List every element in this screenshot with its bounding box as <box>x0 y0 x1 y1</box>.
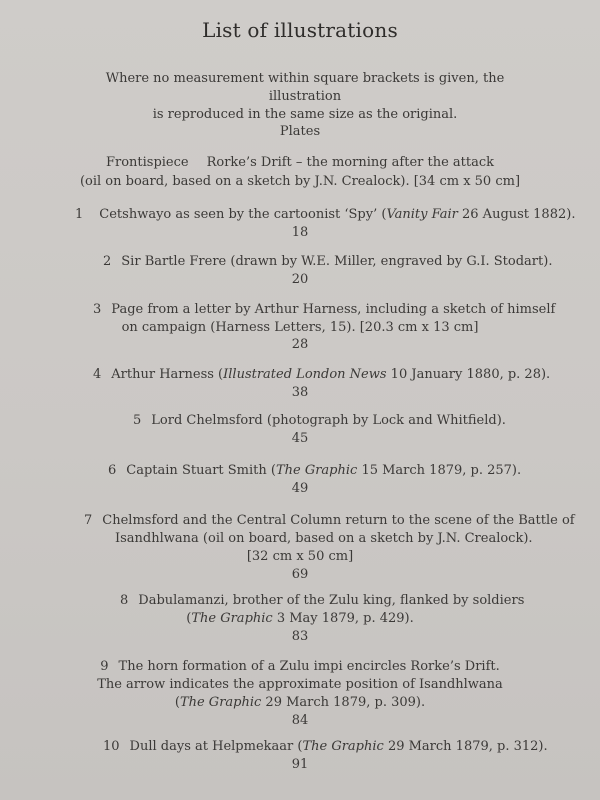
frontispiece-line-2: (oil on board, based on a sketch by J.N. Crealock). [34 cm x 50 cm] <box>79 174 521 189</box>
item-number: 9 <box>100 659 109 674</box>
list-item: 5 Lord Chelmsford (photograph by Lock and Whitfield). <box>133 413 506 428</box>
item-page: 49 <box>291 481 309 496</box>
list-item: 10 Dull days at Helpmekaar (The Graphic 29 March 1879, p. 312). <box>103 739 548 754</box>
item-page: 20 <box>291 272 309 287</box>
item-line-2: (The Graphic 3 May 1879, p. 429). <box>186 611 414 626</box>
frontispiece-line-1 <box>0 154 600 172</box>
intro-line-1: Where no measurement within square brackets is given, the illustration <box>105 71 505 104</box>
item-number: 4 <box>93 367 102 382</box>
list-item: 4 Arthur Harness (Illustrated London News 10 January 1880, p. 28). <box>93 367 551 382</box>
list-item: 8 Dabulamanzi, brother of the Zulu king, flanked by soldiers <box>120 593 525 608</box>
item-number: 2 <box>103 254 112 269</box>
intro-note <box>70 70 540 124</box>
item-number: 1 <box>75 207 84 222</box>
list-item: 2 Sir Bartle Frere (drawn by W.E. Miller, engraved by G.I. Stodart). <box>103 254 553 269</box>
item-number: 10 <box>103 739 120 754</box>
item-page: 84 <box>291 713 309 728</box>
frontispiece-label: Frontispiece <box>105 155 189 170</box>
item-page: 91 <box>291 757 309 772</box>
item-number: 3 <box>93 302 102 317</box>
item-page: 45 <box>291 431 309 446</box>
section-heading: Plates <box>279 124 321 139</box>
list-item: 9 The horn formation of a Zulu impi encircles Rorke’s Drift. <box>100 659 500 674</box>
item-page: 38 <box>291 385 309 400</box>
item-number: 6 <box>108 463 117 478</box>
item-page: 28 <box>291 337 309 352</box>
item-line-2: The arrow indicates the approximate position of Isandhlwana <box>97 677 503 692</box>
intro-line-2: is reproduced in the same size as the original. <box>152 107 458 122</box>
list-item: 3 Page from a letter by Arthur Harness, including a sketch of himself <box>93 302 556 317</box>
item-number: 7 <box>84 513 93 528</box>
item-page: 18 <box>291 225 309 240</box>
list-item: 7 Chelmsford and the Central Column return to the scene of the Battle of <box>84 513 575 528</box>
item-line-2: Isandhlwana (oil on board, based on a sketch by J.N. Crealock). <box>115 531 533 546</box>
item-line-2: on campaign (Harness Letters, 15). [20.3 cm x 13 cm] <box>121 320 479 335</box>
page-title: List of illustrations <box>202 18 398 42</box>
item-number: 8 <box>120 593 129 608</box>
item-line-3: (The Graphic 29 March 1879, p. 309). <box>174 695 426 710</box>
item-page: 69 <box>291 567 309 582</box>
item-page: 83 <box>291 629 309 644</box>
item-line-3: [32 cm x 50 cm] <box>246 549 354 564</box>
item-number: 5 <box>133 413 142 428</box>
frontispiece-title: Rorke’s Drift – the morning after the attack <box>206 155 495 170</box>
list-item: 1 Cetshwayo as seen by the cartoonist ‘Spy’ (Vanity Fair 26 August 1882). <box>75 207 576 222</box>
list-item: 6 Captain Stuart Smith (The Graphic 15 March 1879, p. 257). <box>108 463 522 478</box>
